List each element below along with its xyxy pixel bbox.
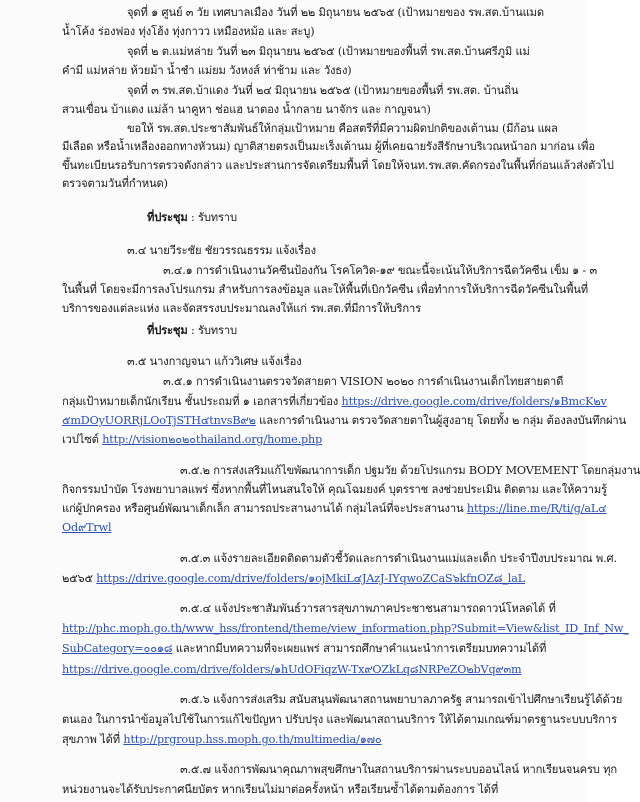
- text-line: [62, 642, 546, 656]
- text-line: [127, 6, 544, 20]
- hyperlink[interactable]: https://drive.google.com/drive/folders/๑hUdOFiqzW-Tx๙OZkLq๘NRPeZO๒bVq๙๓m: [62, 663, 522, 676]
- text-run: ๓.๕.๒ การส่งเสริมแก้ไขพัฒนาการเด็ก ปฐมวัย ด้วยโปรแกรม BODY MOVEMENT โดยกลุ่มงาน: [180, 464, 640, 477]
- text-run: จุดที่ ๑ ศูนย์ ๓ วัย เทศบาลเมือง วันที่ ๒๒ มิถุนายน ๒๕๖๕ (เป้าหมายของ รพ.สต.บ้านแมด: [127, 6, 544, 19]
- text-run: แก่ผู้ปกครอง หรือศูนย์พัฒนาเด็กเล็ก สามารถประสานงานได้ กลุ่มไลน์ที่จะประสานงาน: [62, 502, 467, 515]
- text-run: : รับทราบ: [187, 324, 237, 337]
- section-heading: [127, 244, 316, 258]
- text-line: [62, 395, 607, 409]
- text-line: [62, 283, 588, 297]
- text-run: ๓.๕ นางกาญจนา แก้ววิเศษ แจ้งเรื่อง: [127, 355, 302, 368]
- text-line: [180, 763, 617, 777]
- text-run: ขึ้นทะเบียนรอรับการตรวจดังกล่าว และประสานการจัดเตรียมพื้นที่ โดยให้จนท.รพ.สต.คัดกรองในพื้นที่ก่อนแล้วส่งตัวไป: [62, 159, 614, 172]
- text-run: หน่วยงานจะได้รับประกาศนียบัตร หากเรียนไม่มาต่อครั้งหน้า หรือเรียนซ้ำได้ตามต้องการ ได้ที่: [62, 783, 499, 796]
- text-run: ๓.๕.๑ การดำเนินงานตรวจวัดสายตา VISION ๒๐๒๐ การดำเนินงานเด็กไทยสายตาดี: [163, 375, 564, 388]
- text-line: [62, 622, 629, 636]
- text-line: [180, 693, 622, 707]
- text-line: [180, 464, 640, 478]
- text-run: ๓.๕.๗ แจ้งการพัฒนาคุณภาพสุขศึกษาในสถานบริการผ่านระบบออนไลน์ หากเรียนจนครบ ทุก: [180, 763, 618, 776]
- hyperlink[interactable]: https://drive.google.com/drive/folders/๑ojMkiL๔JAzJ-IYqwoZCaS๖kfnOZ๘_laL: [96, 572, 525, 585]
- text-line: [62, 783, 498, 797]
- text-line: [62, 502, 606, 516]
- text-line: [62, 159, 614, 173]
- text-line: [62, 25, 314, 39]
- text-line: [62, 103, 431, 117]
- text-run: และการดำเนินงาน ตรวจวัดสายตาในผู้สูงอายุ โดยทั้ง ๒ กลุ่ม ต้องลงบันทึกผ่าน: [255, 414, 626, 427]
- text-run: น้ำโค้ง ร่องฟอง ทุ่งโฮ้ง ทุ่งกาวว เหมืองหม้อ และ สะบู): [62, 25, 315, 38]
- text-run: จุดที่ ๓ รพ.สต.บ้าแดง วันที่ ๒๔ มิถุนายน ๒๕๖๕ (เป้าหมายของพื้นที่ รพ.สต. บ้านถิ่น: [127, 84, 519, 97]
- text-line: [62, 483, 607, 497]
- text-line: [62, 733, 382, 747]
- text-line: [62, 663, 521, 677]
- text-run: เวปไซต์: [62, 433, 103, 446]
- text-run: ๓.๔.๑ การดำเนินงานวัคซีนป้องกัน โรคโควิด-๑๙ ขณะนี้จะเน้นให้บริการฉีดวัคซีน เข็ม ๑ - ๓: [163, 264, 597, 277]
- text-line: [127, 45, 530, 59]
- text-line: [163, 264, 597, 278]
- text-run: กิจกรรมบำบัด โรงพยาบาลแพร่ ซึ่งหากพื้นที่ไหนสนใจให้ คุณโฉมยงค์ บุตรราช ลงช่วยประเมิน ติดตาม และให้ความรู้: [62, 483, 607, 496]
- text-run: และหากมีบทความที่จะเผยแพร่ สามารถศึกษาคำแนะนำการเตรียมบทความได้ที่: [172, 642, 547, 655]
- text-line: [180, 552, 617, 566]
- text-run: ตนเอง ในการนำข้อมูลไปใช้ในการแก้ไขปัญหา ปรับปรุง และพัฒนาสถานบริการ ให้ได้ตามเกณฑ์มาตรฐานระบบบริการ: [62, 713, 617, 726]
- text-run: บริการของแต่ละแห่ง และจัดสรรงบประมาณลงให้แก่ รพ.สต.ที่มีการให้บริการ: [62, 302, 421, 315]
- text-line: [163, 375, 563, 389]
- text-line: [62, 713, 617, 727]
- hyperlink[interactable]: Od๙Trwl: [62, 521, 112, 534]
- hyperlink[interactable]: ๕mDOyUORRjLOoTjSTH๔tnvsB๙๒: [62, 414, 256, 427]
- text-line: [62, 521, 111, 535]
- hyperlink[interactable]: https://drive.google.com/drive/folders/๑BmcK๒v: [341, 395, 607, 408]
- text-line: [62, 177, 168, 191]
- meeting-resolution: [147, 210, 237, 225]
- text-run: ๓.๕.๓ แจ้งรายละเอียดติดตามตัวชี้วัดและการดำเนินงานแม่และเด็ก ประจำปีงบประมาณ พ.ศ.: [180, 552, 617, 565]
- text-line: [127, 122, 558, 136]
- text-line: [180, 602, 556, 616]
- text-run: สวนเขื่อน บ้าแดง แม่ล้า นาคูหา ช่อแฮ นาตอง น้ำกลาย นาจักร และ กาญจนา): [62, 103, 431, 116]
- text-line: [127, 84, 518, 98]
- text-line: [62, 572, 525, 586]
- text-line: [62, 140, 595, 154]
- text-run: ๒๕๖๕: [62, 572, 97, 585]
- bold-label: ที่ประชุม: [147, 323, 188, 337]
- text-line: [62, 64, 351, 78]
- text-run: ๓.๔ นายวีระชัย ชัยวรรณธรรม แจ้งเรื่อง: [127, 244, 316, 257]
- text-line: [62, 302, 421, 316]
- text-run: จุดที่ ๒ ต.แม่หล่าย วันที่ ๒๓ มิถุนายน ๒๕๖๕ (เป้าหมายของพื้นที่ รพ.สต.บ้านศรีภูมิ แม่: [127, 45, 530, 58]
- hyperlink[interactable]: SubCategory=๐๐๑๘: [62, 642, 173, 655]
- text-run: ตรวจตามวันที่กำหนด): [62, 177, 168, 190]
- meeting-resolution: [147, 323, 237, 338]
- hyperlink[interactable]: http://vision๒๐๒๐thailand.org/home.php: [102, 433, 323, 446]
- hyperlink[interactable]: http://prgroup.hss.moph.go.th/multimedia/๑๗๐: [123, 733, 382, 746]
- text-run: สุขภาพ ได้ที่: [62, 733, 124, 746]
- hyperlink[interactable]: http://phc.moph.go.th/www_hss/frontend/theme/view_information.php?Submit=View&list_ID_Inf_Nw_: [62, 622, 629, 635]
- text-run: : รับทราบ: [187, 211, 237, 224]
- hyperlink[interactable]: https://line.me/R/ti/g/aL๔: [466, 502, 607, 515]
- text-run: ในพื้นที่ โดยจะมีการลงโปรแกรม สำหรับการลงข้อมูล และให้พื้นที่เบิกวัคซีน เพื่อทำการให้บริการฉีดวัคซีนในพื้นที่: [62, 283, 589, 296]
- section-heading: [127, 355, 302, 369]
- text-run: กลุ่มเป้าหมายเด็กนักเรียน ชั้นประถมที่ ๑ เอกสารที่เกี่ยวข้อง: [62, 395, 342, 408]
- text-run: คำมี แม่หล่าย ห้วยม้า น้ำชำ แม่ยม วังหงส์ ท่าช้าม และ วังธง): [62, 64, 352, 77]
- text-run: ๓.๕.๔ แจ้งประชาสัมพันธ์วารสารสุขภาพภาคประชาชนสามารถดาวน์โหลดได้ ที่: [180, 602, 556, 615]
- bold-label: ที่ประชุม: [147, 210, 188, 224]
- text-run: ขอให้ รพ.สต.ประชาสัมพันธ์ให้กลุ่มเป้าหมาย คือสตรีที่มีความผิดปกติของเต้านม (มีก้อน แผล: [127, 122, 558, 135]
- text-line: [62, 414, 626, 428]
- text-run: มีเลือด หรือน้ำเหลืองออกทางหัวนม) ญาติสายตรงเป็นมะเร็งเต้านม ผู้ที่เคยฉายรังสีรักษาบริเวณหน้าอก มาก่อน เพื่อ: [62, 140, 595, 153]
- text-run: ๓.๕.๖ แจ้งการส่งเสริม สนับสนุนพัฒนาสถานพยาบาลภาครัฐ สามารถเข้าไปศึกษาเรียนรู้ได้ด้วย: [180, 693, 623, 706]
- text-line: [62, 433, 322, 447]
